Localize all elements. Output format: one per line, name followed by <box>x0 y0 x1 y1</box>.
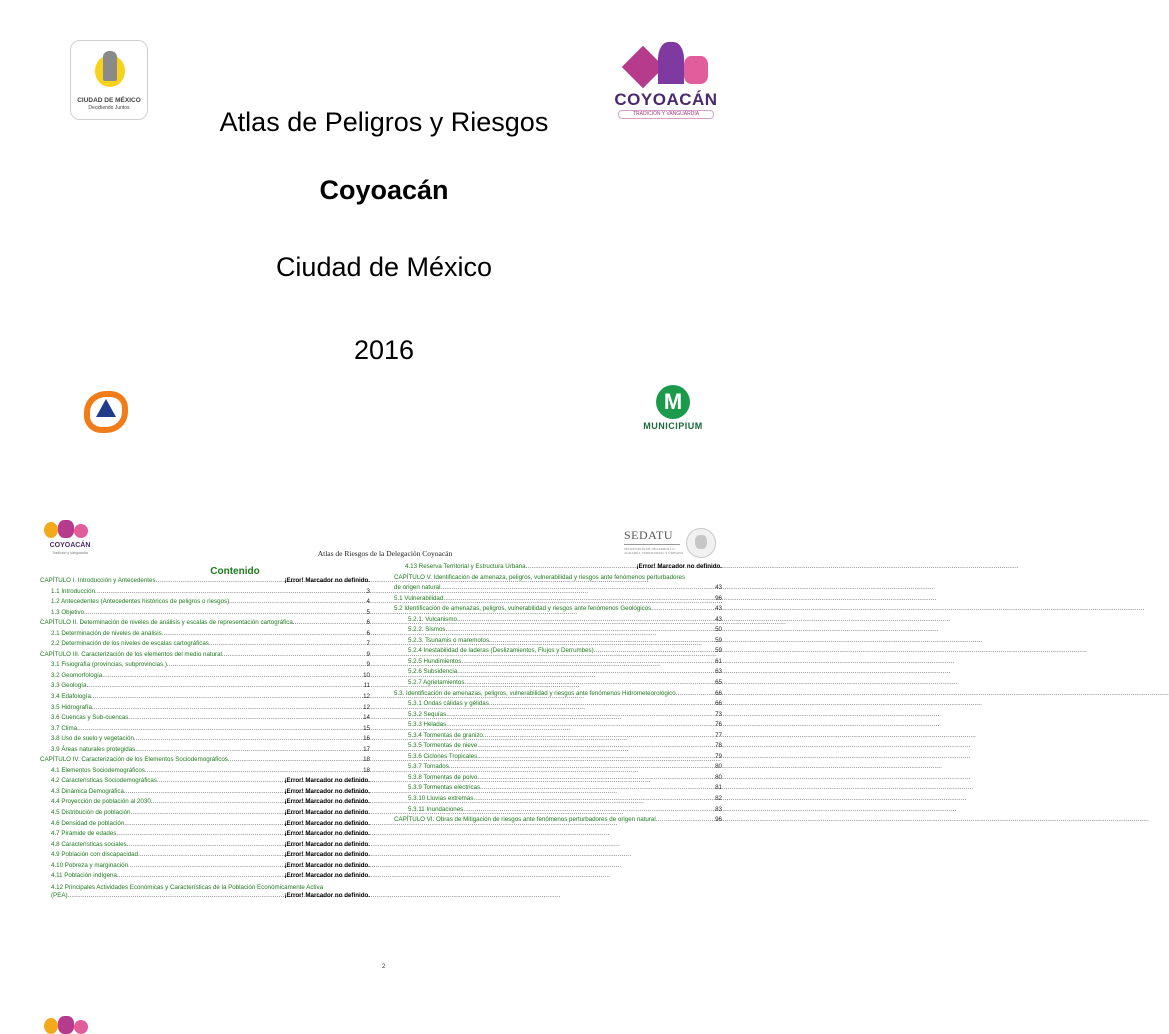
toc-entry-label: 4.12 Principales Actividades Económicas y Características de la Población Económicamente Activa <box>51 883 324 891</box>
toc-entry[interactable] <box>394 573 722 584</box>
toc-entry-page: 96 <box>715 594 722 602</box>
cdmx-logo-line2: Decidiendo Juntos <box>88 105 130 111</box>
toc-entry-label: 3.2 Geomorfología <box>51 671 103 679</box>
toc-entry-page: 18 <box>363 766 370 774</box>
header-coyoacan-logo <box>42 518 98 562</box>
toc-leader <box>138 850 283 861</box>
triangle-icon <box>96 399 116 417</box>
toc-entry[interactable] <box>40 650 370 661</box>
toc-entry[interactable] <box>394 805 722 816</box>
toc-entry-label: 5.3.2 Sequías <box>408 710 447 718</box>
toc-entry-page: 82 <box>715 795 722 803</box>
toc-leader <box>128 861 283 872</box>
toc-entry[interactable] <box>40 681 370 692</box>
toc-leader <box>163 629 365 640</box>
toc-entry[interactable] <box>40 797 370 808</box>
toc-entry-page: 59 <box>715 636 722 644</box>
toc-leader <box>167 660 366 671</box>
toc-entry[interactable] <box>394 657 722 668</box>
toc-leader <box>92 703 362 714</box>
angel-icon <box>103 51 117 81</box>
toc-entry-label: 5.3.11 Inundaciones <box>408 805 464 813</box>
toc-entry-page: 80 <box>715 763 722 771</box>
cover-year: 2016 <box>353 335 415 365</box>
toc-entry-label: 3.9 Áreas naturales protegidas <box>51 745 136 753</box>
toc-entry[interactable] <box>394 762 722 773</box>
toc-entry-page: 17 <box>363 745 370 753</box>
toc-entry-label: 4.8 Características sociales <box>51 840 127 848</box>
toc-entry-label: CAPÍTULO III. Caracterización de los elementos del medio natural. <box>40 650 224 658</box>
logo-shape-icon <box>44 1018 58 1034</box>
toc-entry-page: ¡Error! Marcador no definido. <box>284 840 370 848</box>
toc-entry-label: 5.2.4 Inestabilidad de laderas (Deslizamientos, Flujos y Derrumbes) <box>408 647 594 655</box>
logo-shape-icon <box>74 1020 88 1034</box>
toc-entry[interactable] <box>40 776 370 787</box>
toc-entry-page: 77 <box>715 731 722 739</box>
toc-page <box>30 510 738 980</box>
toc-entry-page: 16 <box>363 735 370 743</box>
toc-leader <box>95 587 366 598</box>
divider <box>624 544 680 545</box>
toc-entry-page: ¡Error! Marcador no definido. <box>284 777 370 785</box>
toc-leader <box>156 576 284 587</box>
toc-entry[interactable] <box>40 766 370 777</box>
toc-entry-label: de origen natural <box>394 584 441 592</box>
toc-entry-label: CAPÍTULO II. Determinación de niveles de análisis y escalas de representación cartográfica <box>40 619 293 627</box>
toc-entry-page: 59 <box>715 647 722 655</box>
toc-entry-page: 65 <box>715 679 722 687</box>
toc-leader <box>651 604 714 615</box>
logo-shape-icon <box>44 522 58 538</box>
page-number: 2 <box>382 964 386 970</box>
toc-entry-page: 63 <box>715 668 722 676</box>
toc-entry[interactable] <box>394 583 722 594</box>
toc-entry-label: 4.3 Dinámica Demográfica <box>51 787 124 795</box>
municipium-logo <box>636 385 710 435</box>
toc-entry-label: 5.2.5 Hundimientos <box>408 657 462 665</box>
toc-entry-page: 96 <box>715 816 722 824</box>
toc-entry[interactable] <box>394 604 722 615</box>
toc-entry-label: CAPÍTULO IV. Caracterización de los Elementos Sociodemográficos <box>40 756 228 764</box>
toc-entry-page: ¡Error! Marcador no definido. <box>284 787 370 795</box>
toc-entry[interactable] <box>40 829 370 840</box>
toc-leader <box>86 681 362 692</box>
toc-entry-label: 1.1 Introducción <box>51 587 96 595</box>
toc-entry[interactable] <box>40 787 370 798</box>
toc-entry-label: 3.8 Uso de suelo y vegetación <box>51 735 134 743</box>
toc-entry-page: 83 <box>715 805 722 813</box>
toc-leader <box>124 787 283 798</box>
toc-entry[interactable] <box>40 724 370 735</box>
toc-entry-label: 3.4 Edafología <box>51 693 91 701</box>
toc-entry-page: 9 <box>366 661 370 669</box>
toc-entry[interactable] <box>394 699 722 710</box>
toc-leader <box>477 773 714 784</box>
toc-leader <box>128 713 362 724</box>
toc-leader <box>293 618 366 629</box>
toc-leader <box>91 692 362 703</box>
toc-leader <box>463 805 714 816</box>
municipium-logo-letter: M <box>656 385 690 419</box>
toc-entry[interactable] <box>40 734 370 745</box>
toc-entry-label: 5.3.7 Tornados <box>408 763 449 771</box>
toc-entry[interactable] <box>40 629 370 640</box>
toc-entry-label: 3.5 Hidrografía <box>51 703 92 711</box>
toc-entry-page: 18 <box>363 756 370 764</box>
toc-entry[interactable] <box>40 639 370 650</box>
toc-entry[interactable] <box>40 713 370 724</box>
toc-entry-page: 79 <box>715 752 722 760</box>
toc-entry-page: ¡Error! Marcador no definido. <box>284 830 370 838</box>
header-logo-name: COYOACÁN <box>49 542 91 549</box>
toc-leader <box>127 840 284 851</box>
toc-leader <box>443 594 714 605</box>
toc-leader <box>473 794 714 805</box>
toc-entry[interactable] <box>40 745 370 756</box>
toc-leader <box>526 562 636 573</box>
toc-entry-label: 5.2.2. Sismos <box>408 626 446 634</box>
cdmx-logo-line1: CIUDAD DE MÉXICO <box>77 97 141 104</box>
toc-entry-page: 73 <box>715 710 722 718</box>
toc-entry[interactable] <box>394 794 722 805</box>
toc-entry-page: 6 <box>366 629 370 637</box>
toc-leader <box>480 783 714 794</box>
toc-leader <box>449 762 714 773</box>
toc-entry-page: ¡Error! Marcador no definido. <box>284 577 370 584</box>
toc-leader <box>489 636 714 647</box>
toc-entry[interactable] <box>40 608 370 619</box>
sedatu-logo-name: SEDATU <box>624 528 674 542</box>
toc-leader <box>228 755 362 766</box>
toc-entry-label: CAPÍTULO I. Introducción y Antecedentes <box>40 577 156 584</box>
toc-entry[interactable] <box>40 671 370 682</box>
toc-entry[interactable] <box>394 752 722 763</box>
toc-title: Contenido <box>210 566 260 577</box>
toc-entry-page: 14 <box>363 714 370 722</box>
toc-entry-page: ¡Error! Marcador no definido. <box>284 809 370 817</box>
toc-entry-page: 76 <box>715 721 722 729</box>
toc-entry-label: 1.2 Antecedentes (Antecedentes históricos de peligros o riesgos) <box>51 598 230 606</box>
toc-entry-page: ¡Error! Marcador no definido. <box>284 891 370 899</box>
toc-entry[interactable] <box>40 819 370 830</box>
toc-entry-label: 5.2.7 Agrietamientos <box>408 679 465 687</box>
toc-entry-label: 4.2 Características Sociodemográficas <box>51 777 157 785</box>
toc-leader <box>489 699 714 710</box>
toc-entry-page: 78 <box>715 742 722 750</box>
next-page-logo <box>42 1014 98 1024</box>
toc-entry-page: 43 <box>715 615 722 623</box>
toc-entry[interactable] <box>394 594 722 605</box>
toc-entry-label: 5.3.9 Tormentas eléctricas <box>408 784 481 792</box>
toc-entry[interactable] <box>40 882 370 900</box>
toc-leader <box>446 625 715 636</box>
toc-leader <box>102 671 362 682</box>
toc-entry-page: ¡Error! Marcador no definido. <box>284 798 370 806</box>
toc-leader <box>157 776 283 787</box>
toc-entry[interactable] <box>394 689 722 700</box>
toc-leader <box>477 752 714 763</box>
toc-entry-page: 11 <box>363 682 370 690</box>
toc-leader <box>676 689 714 700</box>
toc-leader <box>117 871 283 882</box>
toc-entry[interactable] <box>394 646 722 657</box>
toc-leader <box>130 808 283 819</box>
header-title: Atlas de Riesgos de la Delegación Coyoacán <box>317 549 453 558</box>
toc-left-column <box>40 576 370 900</box>
toc-entry-label: 1.3 Objetivo <box>51 608 85 616</box>
toc-entry[interactable] <box>394 815 722 826</box>
toc-leader <box>116 829 283 840</box>
toc-leader <box>77 724 362 735</box>
toc-entry-label: 5.1 Vulnerabilidad <box>394 594 444 602</box>
toc-entry-page: ¡Error! Marcador no definido. <box>284 872 370 880</box>
toc-entry-page: 3 <box>366 587 370 595</box>
toc-leader <box>135 745 362 756</box>
toc-entry-label: 3.6 Cuencas y Sub-cuencas <box>51 714 129 722</box>
toc-entry-label: 4.10 Pobreza y marginación <box>51 861 129 869</box>
toc-leader <box>461 657 714 668</box>
toc-entry-label: 4.7 Pirámide de edades <box>51 830 117 838</box>
toc-entry-page: ¡Error! Marcador no definido. <box>284 819 370 827</box>
toc-entry[interactable] <box>40 755 370 766</box>
sedatu-logo <box>624 528 684 562</box>
toc-leader <box>440 583 714 594</box>
toc-entry-page: 12 <box>363 703 370 711</box>
toc-entry-label: 4.9 Población con discapacidad <box>51 851 139 859</box>
toc-entry-page: 66 <box>715 700 722 708</box>
toc-entry-label: CAPÍTULO V. Identificación de amenaza, peligros, vulnerabilidad y riesgos ante fenómenos perturbadores <box>394 573 686 581</box>
toc-entry-label: 2.1 Determinación de niveles de análisis. <box>51 629 164 637</box>
toc-entry[interactable] <box>40 703 370 714</box>
toc-leader <box>457 615 714 626</box>
toc-entry-page: 66 <box>715 689 722 697</box>
toc-entry-page: 9 <box>366 650 370 658</box>
toc-entry-page: 5 <box>366 608 370 616</box>
toc-entry-page: 43 <box>715 584 722 592</box>
toc-right-column <box>394 562 722 826</box>
toc-entry-label: 5.2 Identificación de amenazas, peligros, vulnerabilidad y riesgos ante fenómenos Geológicos <box>394 605 652 613</box>
toc-entry[interactable] <box>394 731 722 742</box>
toc-entry[interactable] <box>394 783 722 794</box>
toc-entry[interactable] <box>40 850 370 861</box>
toc-entry-label: CAPÍTULO VI. Obras de Mitigación de riesgos ante fenómenos perturbadores de origen natural <box>394 816 656 824</box>
toc-entry-label: 3.1 Fisiografía (provincias, subprovincias.) <box>51 661 167 669</box>
toc-entry[interactable] <box>394 741 722 752</box>
toc-entry-page: 80 <box>715 773 722 781</box>
toc-leader <box>145 766 362 777</box>
toc-entry-label: 5.3.3 Heladas <box>408 721 447 729</box>
toc-entry[interactable] <box>40 576 370 587</box>
toc-entry[interactable] <box>394 773 722 784</box>
toc-leader <box>477 741 714 752</box>
toc-entry[interactable] <box>40 618 370 629</box>
logo-shape-icon <box>58 520 74 538</box>
toc-entry-page: 7 <box>366 640 370 648</box>
toc-leader <box>84 608 366 619</box>
toc-entry-page: 10 <box>363 671 370 679</box>
logo-shape-icon <box>58 1016 74 1034</box>
toc-leader <box>464 678 714 689</box>
toc-entry-label: 4.11 Población indígena <box>51 872 117 880</box>
toc-entry[interactable] <box>394 667 722 678</box>
toc-entry[interactable] <box>394 710 722 721</box>
toc-entry[interactable] <box>40 587 370 598</box>
toc-entry[interactable] <box>394 562 722 573</box>
toc-entry-label: 3.3 Geología <box>51 682 87 690</box>
toc-leader <box>124 819 283 830</box>
toc-leader <box>594 646 714 657</box>
toc-leader <box>151 797 284 808</box>
toc-leader <box>224 650 366 661</box>
cover-municipality: Coyoacán <box>319 175 449 205</box>
toc-leader <box>229 597 365 608</box>
toc-entry[interactable] <box>394 625 722 636</box>
toc-entry-page: ¡Error! Marcador no definido. <box>284 861 370 869</box>
municipium-logo-name: MUNICIPIUM <box>643 421 703 431</box>
toc-entry-label: 5.3.4 Tormentas de granizo <box>408 731 483 739</box>
toc-entry[interactable] <box>40 660 370 671</box>
toc-entry[interactable] <box>40 840 370 851</box>
coyoacan-logo-name: COYOACÁN <box>614 90 718 109</box>
toc-entry-label: 5.3. Identificación de amenazas, peligros, vulnerabilidad y riesgos ante fenómenos Hidrometeorológico <box>394 689 676 697</box>
toc-leader <box>134 734 362 745</box>
toc-entry-page: 12 <box>363 693 370 701</box>
toc-entry-label: 4.13 Reserva Territorial y Estructura Urbana <box>405 563 526 570</box>
toc-entry[interactable] <box>394 678 722 689</box>
toc-entry-label: 5.3.5 Tormentas de nieve <box>408 742 478 750</box>
toc-entry[interactable] <box>394 720 722 731</box>
toc-entry[interactable] <box>40 597 370 608</box>
toc-leader <box>68 892 284 900</box>
toc-entry-label: 5.3.8 Tormentas de polvo <box>408 773 478 781</box>
toc-entry[interactable] <box>394 615 722 626</box>
toc-leader <box>457 667 714 678</box>
toc-entry-label: 5.3.10 Lluvias extremas <box>408 795 474 803</box>
toc-entry-label: 4.6 Densidad de población <box>51 819 125 827</box>
toc-entry-page: 6 <box>366 619 370 627</box>
logo-shape-icon <box>684 56 708 84</box>
toc-entry-page: 4 <box>366 598 370 606</box>
mexico-seal-icon <box>686 528 716 558</box>
toc-entry-label: 5.2.3. Tsunamis o maremotos <box>408 636 490 644</box>
toc-leader <box>483 731 714 742</box>
toc-entry-label: (PEA) <box>51 891 68 899</box>
sedatu-logo-sub: SECRETARÍA DE DESARROLLO AGRARIO, TERRITORIAL Y URBANO <box>624 547 684 555</box>
cover-city: Ciudad de México <box>275 252 493 282</box>
toc-entry-label: 5.2.6 Subsidencia <box>408 668 458 676</box>
toc-entry-label: 3.7 Clima <box>51 724 78 732</box>
coyoacan-logo-tagline: TRADICIÓN Y VANGUARDIA <box>618 110 714 119</box>
toc-entry-page: ¡Error! Marcador no definido. <box>636 563 722 570</box>
toc-entry[interactable] <box>40 692 370 703</box>
proteccion-civil-logo <box>84 387 128 435</box>
toc-entry-label: 2.2 Determinación de los niveles de escalas cartográficas <box>51 640 209 648</box>
toc-leader <box>656 815 714 826</box>
logo-shape-icon <box>74 524 88 538</box>
toc-leader <box>446 710 714 721</box>
toc-entry-page: 81 <box>715 784 722 792</box>
toc-entry-page: 50 <box>715 626 722 634</box>
toc-entry[interactable] <box>394 636 722 647</box>
toc-entry-page: 61 <box>715 657 722 665</box>
logo-shape-icon <box>658 42 684 84</box>
toc-entry[interactable] <box>40 808 370 819</box>
toc-entry-page: 15 <box>363 724 370 732</box>
header-logo-tagline: Tradición y Vanguardia <box>52 551 88 555</box>
cover-title: Atlas de Peligros y Riesgos <box>219 107 549 137</box>
toc-entry[interactable] <box>40 871 370 882</box>
toc-entry-label: 5.2.1. Vulcanismo <box>408 615 457 623</box>
toc-leader <box>209 639 366 650</box>
toc-entry-label: 4.1 Elementos Sociodemográficos <box>51 766 145 774</box>
toc-entry-page: ¡Error! Marcador no definido. <box>284 851 370 859</box>
toc-entry-label: 4.4 Proyección de población al 2030 <box>51 798 151 806</box>
toc-entry-label: 5.3.6 Ciclones Tropicales <box>408 752 478 760</box>
toc-entry-label: 4.5 Distribución de población <box>51 809 131 817</box>
cover-page <box>0 0 768 500</box>
toc-entry[interactable] <box>40 861 370 872</box>
toc-entry-page: 43 <box>715 605 722 613</box>
toc-entry-label: 5.3.1 Ondas cálidas y gélidas <box>408 700 489 708</box>
toc-leader <box>446 720 714 731</box>
